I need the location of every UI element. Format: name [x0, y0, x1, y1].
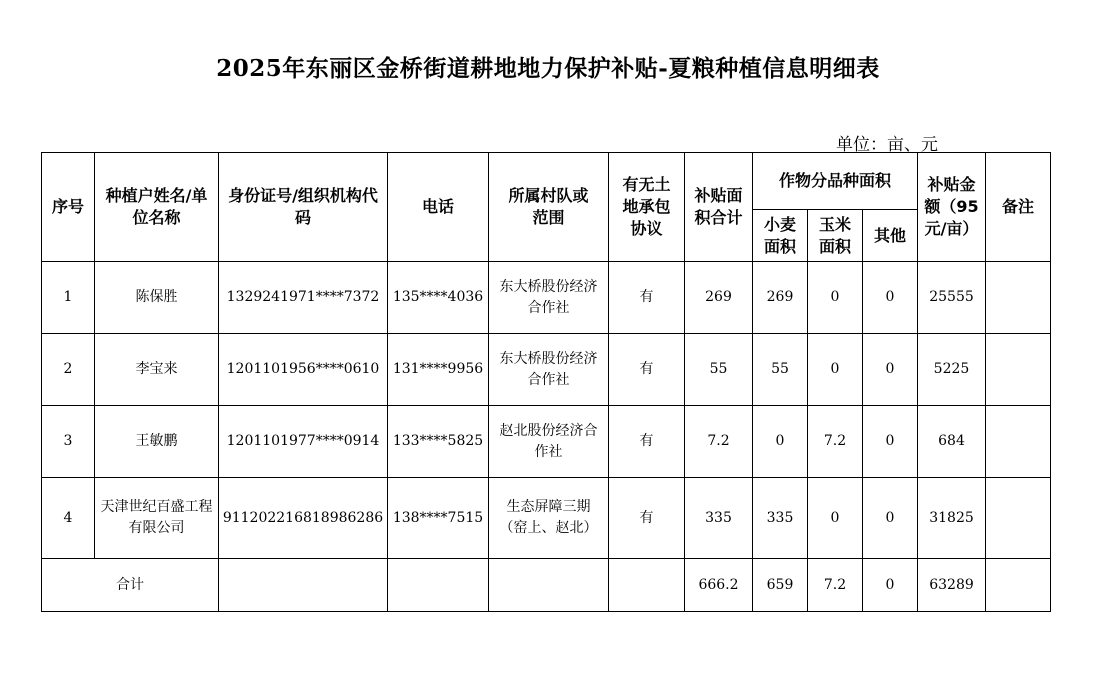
header-name: 种植户姓名/单位名称: [95, 153, 219, 262]
cell-land: 有: [609, 262, 685, 334]
cell-remark: [986, 478, 1051, 559]
total-empty-land: [609, 559, 685, 612]
cell-land: 有: [609, 406, 685, 478]
header-amount: 补贴金额（95元/亩）: [918, 153, 986, 262]
cell-remark: [986, 406, 1051, 478]
cell-amount: 25555: [918, 262, 986, 334]
cell-area: 335: [685, 478, 753, 559]
cell-id: 1329241971****7372: [219, 262, 388, 334]
cell-wheat: 55: [753, 334, 808, 406]
cell-phone: 135****4036: [388, 262, 489, 334]
cell-name: 李宝来: [95, 334, 219, 406]
total-corn: 7.2: [808, 559, 863, 612]
cell-wheat: 0: [753, 406, 808, 478]
header-crop-group: 作物分品种面积: [753, 153, 918, 210]
header-wheat: 小麦面积: [753, 210, 808, 262]
total-empty-id: [219, 559, 388, 612]
cell-phone: 138****7515: [388, 478, 489, 559]
cell-phone: 133****5825: [388, 406, 489, 478]
cell-other: 0: [863, 262, 918, 334]
total-remark: [986, 559, 1051, 612]
cell-area: 7.2: [685, 406, 753, 478]
cell-amount: 31825: [918, 478, 986, 559]
cell-corn: 0: [808, 262, 863, 334]
total-amount: 63289: [918, 559, 986, 612]
cell-name: 王敏鹏: [95, 406, 219, 478]
cell-amount: 684: [918, 406, 986, 478]
cell-other: 0: [863, 406, 918, 478]
cell-other: 0: [863, 478, 918, 559]
cell-seq: 1: [42, 262, 95, 334]
cell-amount: 5225: [918, 334, 986, 406]
cell-phone: 131****9956: [388, 334, 489, 406]
cell-wheat: 269: [753, 262, 808, 334]
cell-land: 有: [609, 478, 685, 559]
cell-wheat: 335: [753, 478, 808, 559]
total-other: 0: [863, 559, 918, 612]
cell-village: 东大桥股份经济合作社: [489, 334, 609, 406]
total-empty-phone: [388, 559, 489, 612]
table-row: [42, 262, 1051, 334]
header-area-total: 补贴面积合计: [685, 153, 753, 262]
header-corn: 玉米面积: [808, 210, 863, 262]
cell-seq: 2: [42, 334, 95, 406]
cell-village: 生态屏障三期（窑上、赵北）: [489, 478, 609, 559]
unit-note: 单位：亩、元: [836, 135, 938, 155]
document-title: 2025年东丽区金桥街道耕地地力保护补贴-夏粮种植信息明细表: [216, 55, 880, 82]
cell-seq: 3: [42, 406, 95, 478]
cell-name: 天津世纪百盛工程有限公司: [95, 478, 219, 559]
cell-id: 1201101977****0914: [219, 406, 388, 478]
table-row: [42, 334, 1051, 406]
total-label: 合计: [42, 559, 219, 612]
table-row: [42, 406, 1051, 478]
header-land-contract: 有无土地承包协议: [609, 153, 685, 262]
cell-id: 911202216818986286: [219, 478, 388, 559]
cell-remark: [986, 334, 1051, 406]
total-row: [42, 559, 1051, 612]
header-other: 其他: [863, 210, 918, 262]
cell-area: 55: [685, 334, 753, 406]
table-row: [42, 478, 1051, 559]
subsidy-table: [41, 152, 1051, 612]
cell-other: 0: [863, 334, 918, 406]
header-phone: 电话: [388, 153, 489, 262]
cell-area: 269: [685, 262, 753, 334]
header-id: 身份证号/组织机构代码: [219, 153, 388, 262]
cell-name: 陈保胜: [95, 262, 219, 334]
cell-village: 东大桥股份经济合作社: [489, 262, 609, 334]
cell-corn: 0: [808, 334, 863, 406]
total-wheat: 659: [753, 559, 808, 612]
cell-land: 有: [609, 334, 685, 406]
total-empty-village: [489, 559, 609, 612]
header-seq: 序号: [42, 153, 95, 262]
cell-village: 赵北股份经济合作社: [489, 406, 609, 478]
cell-remark: [986, 262, 1051, 334]
header-remark: 备注: [986, 153, 1051, 262]
cell-seq: 4: [42, 478, 95, 559]
cell-corn: 7.2: [808, 406, 863, 478]
cell-id: 1201101956****0610: [219, 334, 388, 406]
cell-corn: 0: [808, 478, 863, 559]
total-area: 666.2: [685, 559, 753, 612]
header-village: 所属村队或范围: [489, 153, 609, 262]
